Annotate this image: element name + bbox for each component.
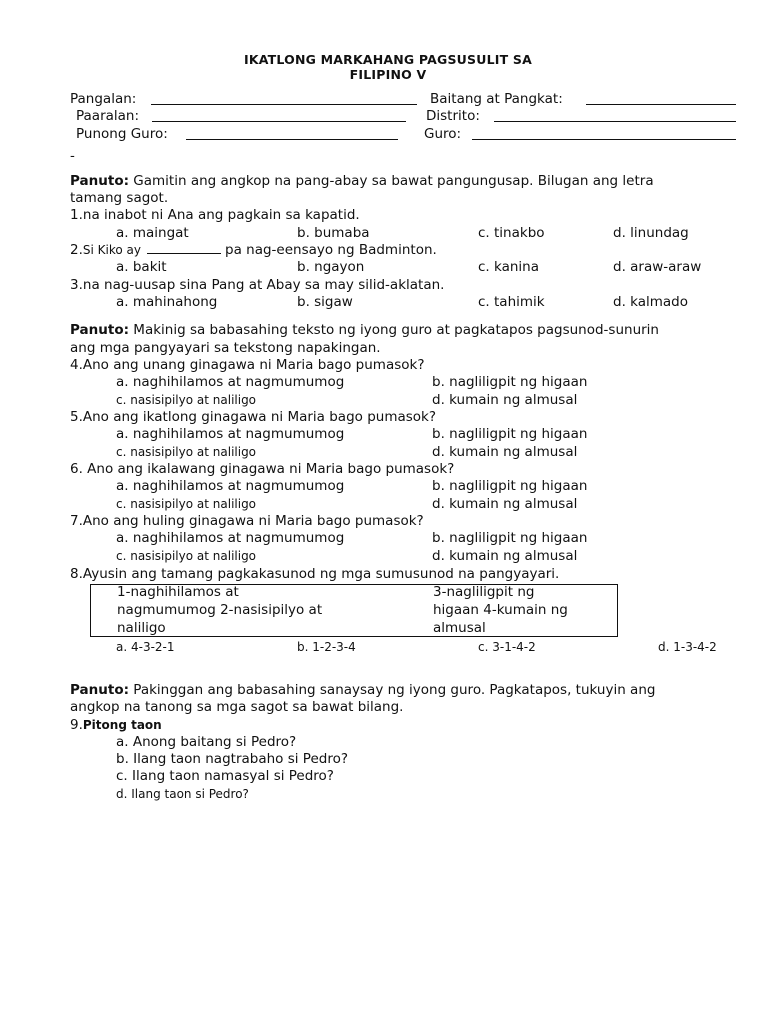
question-4 [70, 357, 425, 374]
choice-2d[interactable]: d. araw-araw [613, 259, 702, 275]
question-6 [70, 461, 454, 478]
baitang-label: Baitang at Pangkat: [430, 91, 563, 107]
choice-7d[interactable]: d. kumain ng almusal [432, 548, 578, 564]
section3-label: Panuto: [70, 682, 129, 698]
section3-instruction-cont: angkop na tanong sa mga sagot sa bawat bilang. [70, 699, 404, 715]
question-number: 8. [70, 566, 83, 582]
sequence-right-line2: higaan 4-kumain ng [433, 602, 568, 618]
choice-8d[interactable]: d. 1-3-4-2 [658, 640, 717, 654]
choice-5d[interactable]: d. kumain ng almusal [432, 444, 578, 460]
choice-1a[interactable]: a. maingat [116, 225, 189, 241]
section1-instruction-text: Gamitin ang angkop na pang-abay sa bawat pangungusap. Bilugan ang letra [133, 173, 654, 189]
sequence-left-line2: nagmumumog 2-nasisipilyo at [117, 602, 323, 618]
baitang-blank[interactable] [586, 104, 736, 105]
exam-title-line2: FILIPINO V [349, 67, 427, 82]
pangalan-blank[interactable] [151, 104, 417, 105]
question-3 [70, 277, 444, 294]
question-8 [70, 566, 559, 583]
choice-9c[interactable]: c. Ilang taon namasyal si Pedro? [116, 768, 334, 784]
choice-7b[interactable]: b. nagliligpit ng higaan [432, 530, 588, 546]
answer-blank[interactable] [147, 243, 221, 254]
question-2 [70, 242, 437, 259]
sequence-right-line1: 3-nagliligpit ng [433, 584, 535, 600]
question-text-pre: Si Kiko ay [82, 243, 141, 257]
question-text: na nag-uusap sina Pang at Abay sa may silid-aklatan. [82, 277, 445, 293]
choice-3c[interactable]: c. tahimik [478, 294, 545, 310]
question-7 [70, 513, 424, 530]
question-number: 4. [70, 357, 83, 373]
exam-title-line1: IKATLONG MARKAHANG PAGSUSULIT SA [244, 52, 532, 67]
question-number: 9. [70, 717, 83, 733]
question-answer: Pitong taon [82, 718, 162, 732]
choice-6a[interactable]: a. naghihilamos at nagmumumog [116, 478, 345, 494]
choice-4d[interactable]: d. kumain ng almusal [432, 392, 578, 408]
choice-6d[interactable]: d. kumain ng almusal [432, 496, 578, 512]
question-text: Ano ang unang ginagawa ni Maria bago pumasok? [82, 357, 425, 373]
choice-5b[interactable]: b. nagliligpit ng higaan [432, 426, 588, 442]
guro-label: Guro: [424, 126, 462, 142]
question-text: Ano ang huling ginagawa ni Maria bago pumasok? [82, 513, 424, 529]
question-text: Ano ang ikatlong ginagawa ni Maria bago pumasok? [82, 409, 437, 425]
choice-1c[interactable]: c. tinakbo [478, 225, 545, 241]
choice-2c[interactable]: c. kanina [478, 259, 539, 275]
question-number: 5. [70, 409, 83, 425]
choice-4a[interactable]: a. naghihilamos at nagmumumog [116, 374, 345, 390]
distrito-blank[interactable] [494, 121, 736, 122]
guro-blank[interactable] [472, 139, 736, 140]
question-number: 3. [70, 277, 83, 293]
question-text: Ano ang ikalawang ginagawa ni Maria bago pumasok? [82, 461, 455, 477]
question-1 [70, 207, 360, 224]
choice-2b[interactable]: b. ngayon [297, 259, 365, 275]
question-number: 1. [70, 207, 83, 223]
question-5 [70, 409, 436, 426]
question-text-post: pa nag-eensayo ng Badminton. [225, 242, 437, 258]
question-number: 6. [70, 461, 83, 477]
choice-9a[interactable]: a. Anong baitang si Pedro? [116, 734, 297, 750]
question-text: Ayusin ang tamang pagkakasunod ng mga sumusunod na pangyayari. [82, 566, 560, 582]
distrito-label: Distrito: [426, 108, 480, 124]
sequence-left-line1: 1-naghihilamos at [117, 584, 239, 600]
section2-label: Panuto: [70, 322, 129, 338]
section1-label: Panuto: [70, 173, 129, 189]
choice-3a[interactable]: a. mahinahong [116, 294, 218, 310]
section3-instruction-text: Pakinggan ang babasahing sanaysay ng iyong guro. Pagkatapos, tukuyin ang [133, 682, 656, 698]
section2-instruction-cont: ang mga pangyayari sa tekstong napakingan. [70, 340, 381, 356]
choice-1d[interactable]: d. linundag [613, 225, 689, 241]
section2-instruction-text: Makinig sa babasahing teksto ng iyong guro at pagkatapos pagsunod-sunurin [133, 322, 659, 338]
section3-instruction [70, 682, 655, 699]
sequence-box [90, 584, 618, 637]
choice-4c[interactable]: c. nasisipilyo at naliligo [116, 393, 257, 407]
choice-7c[interactable]: c. nasisipilyo at naliligo [116, 549, 257, 563]
sequence-right-line3: almusal [433, 620, 486, 636]
choice-9b[interactable]: b. Ilang taon nagtrabaho si Pedro? [116, 751, 348, 767]
stray-mark: - [70, 148, 75, 164]
choice-3d[interactable]: d. kalmado [613, 294, 689, 310]
choice-2a[interactable]: a. bakit [116, 259, 167, 275]
choice-6c[interactable]: c. nasisipilyo at naliligo [116, 497, 257, 511]
choice-9d[interactable]: d. Ilang taon si Pedro? [116, 787, 249, 801]
choice-5c[interactable]: c. nasisipilyo at naliligo [116, 445, 257, 459]
question-text: na inabot ni Ana ang pagkain sa kapatid. [82, 207, 360, 223]
choice-3b[interactable]: b. sigaw [297, 294, 353, 310]
punong-guro-label: Punong Guro: [76, 126, 168, 142]
pangalan-label: Pangalan: [70, 91, 137, 107]
choice-8b[interactable]: b. 1-2-3-4 [297, 640, 356, 654]
choice-4b[interactable]: b. nagliligpit ng higaan [432, 374, 588, 390]
choice-5a[interactable]: a. naghihilamos at nagmumumog [116, 426, 345, 442]
question-number: 2. [70, 242, 83, 258]
question-number: 7. [70, 513, 83, 529]
punong-guro-blank[interactable] [186, 139, 398, 140]
section2-instruction [70, 322, 659, 339]
sequence-left-line3: naliligo [117, 620, 166, 636]
choice-7a[interactable]: a. naghihilamos at nagmumumog [116, 530, 345, 546]
paaralan-label: Paaralan: [76, 108, 140, 124]
paaralan-blank[interactable] [152, 121, 406, 122]
choice-8c[interactable]: c. 3-1-4-2 [478, 640, 536, 654]
question-9 [70, 717, 162, 734]
choice-8a[interactable]: a. 4-3-2-1 [116, 640, 175, 654]
section1-instruction [70, 173, 654, 190]
choice-1b[interactable]: b. bumaba [297, 225, 370, 241]
choice-6b[interactable]: b. nagliligpit ng higaan [432, 478, 588, 494]
section1-instruction-cont: tamang sagot. [70, 190, 169, 206]
